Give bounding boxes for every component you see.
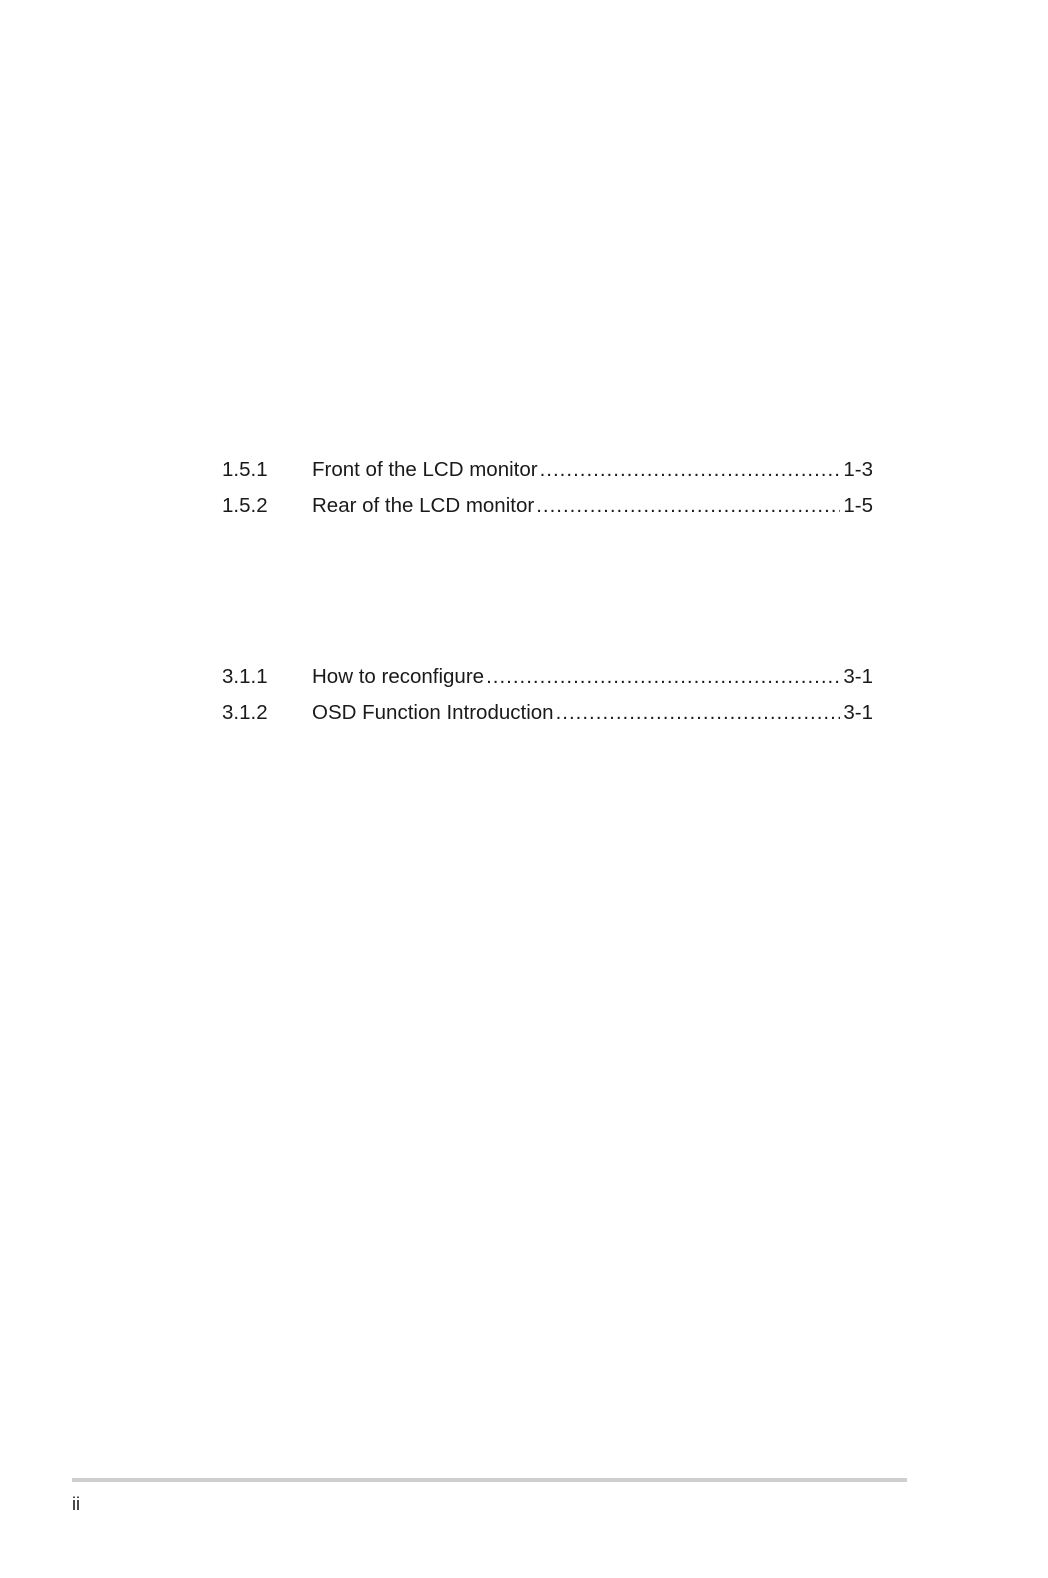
toc-entry-title: Front of the LCD monitor: [312, 458, 538, 481]
toc-entry-title: How to reconfigure: [312, 665, 485, 688]
toc-entry-number: 3.1.1: [222, 665, 268, 688]
toc-entry[interactable]: [222, 701, 873, 737]
toc-entry-page: 1-5: [843, 494, 873, 517]
toc-entry-page: 1-3: [843, 458, 873, 481]
toc-dot-leader: [540, 458, 841, 482]
toc-entry-title: OSD Function Introduction: [312, 701, 554, 724]
toc-dot-leader: [536, 494, 840, 518]
toc-dot-leader: [486, 665, 840, 689]
toc-group-chapter-3: [222, 665, 873, 737]
page-number: ii: [72, 1494, 80, 1514]
toc-group-chapter-1: [222, 458, 873, 530]
toc-entry[interactable]: [222, 458, 873, 494]
toc-entry-number: 1.5.1: [222, 458, 268, 481]
toc-entry[interactable]: [222, 494, 873, 530]
toc-entry[interactable]: [222, 665, 873, 701]
toc-entry-number: 1.5.2: [222, 494, 268, 517]
toc-entry-page: 3-1: [843, 701, 873, 724]
toc-entry-number: 3.1.2: [222, 701, 268, 724]
toc-entry-page: 3-1: [843, 665, 873, 688]
toc-dot-leader: [556, 701, 841, 725]
footer-divider: [72, 1478, 907, 1482]
toc-entry-title: Rear of the LCD monitor: [312, 494, 535, 517]
